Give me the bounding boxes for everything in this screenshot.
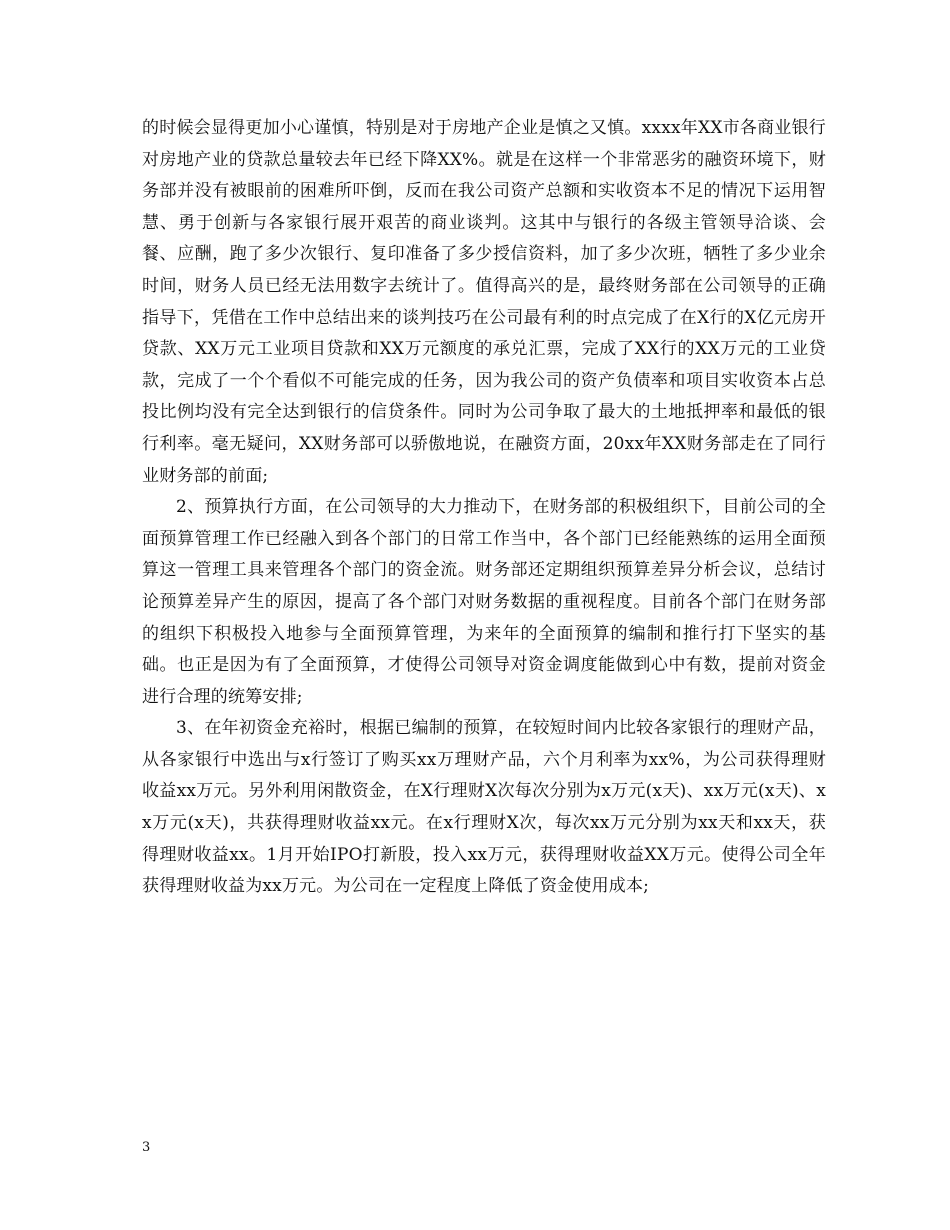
paragraph-budget-execution: 2、预算执行方面，在公司领导的大力推动下，在财务部的积极组织下，目前公司的全面预算管理工作已经融入到各个部门的日常工作当中，各个部门已经能熟练的运用全面预算这一管理工具来管理各个部门的资金流。财务部还定期组织预算差异分析会议，总结讨论预算差异产生的原因，提高了各个部门对财务数据的重视程度。目前各个部门在财务部的组织下积极投入地参与全面预算管理，为来年的全面预算的编制和推行打下坚实的基础。也正是因为有了全面预算，才使得公司领导对资金调度能做到心中有数，提前对资金进行合理的统筹安排; (142, 497, 826, 707)
page-number: 3 (142, 1140, 151, 1155)
document-body (142, 113, 826, 903)
paragraph-financing: 的时候会显得更加小心谨慎，特别是对于房地产企业是慎之又慎。xxxx年XX市各商业银行对房地产业的贷款总量较去年已经下降XX%。就是在这样一个非常恶劣的融资环境下，财务部并没有被眼前的困难所吓倒，反而在我公司资产总额和实收资本不足的情况下运用智慧、勇于创新与各家银行展开艰苦的商业谈判。这其中与银行的各级主管领导洽谈、会餐、应酬，跑了多少次银行、复印准备了多少授信资料，加了多少次班，牺牲了多少业余时间，财务人员已经无法用数字去统计了。值得高兴的是，最终财务部在公司领导的正确指导下，凭借在工作中总结出来的谈判技巧在公司最有利的时点完成了在X行的X亿元房开贷款、XX万元工业项目贷款和XX万元额度的承兑汇票，完成了XX行的XX万元的工业贷款，完成了一个个看似不可能完成的任务，因为我公司的资产负债率和项目实收资本占总投比例均没有完全达到银行的信贷条件。同时为公司争取了最大的土地抵押率和最低的银行利率。毫无疑问，XX财务部可以骄傲地说，在融资方面，20xx年XX财务部走在了同行业财务部的前面; (142, 118, 826, 486)
paragraph-wealth-management: 3、在年初资金充裕时，根据已编制的预算，在较短时间内比较各家银行的理财产品，从各家银行中选出与x行签订了购买xx万理财产品，六个月利率为xx%，为公司获得理财收益xx万元。另外利用闲散资金，在X行理财X次每次分别为x万元(x天)、xx万元(x天)、xx万元(x天)，共获得理财收益xx元。在x行理财X次，每次xx万元分别为xx天和xx天，获得理财收益xx。1月开始IPO打新股，投入xx万元，获得理财收益XX万元。使得公司全年获得理财收益为xx万元。为公司在一定程度上降低了资金使用成本; (142, 718, 826, 897)
